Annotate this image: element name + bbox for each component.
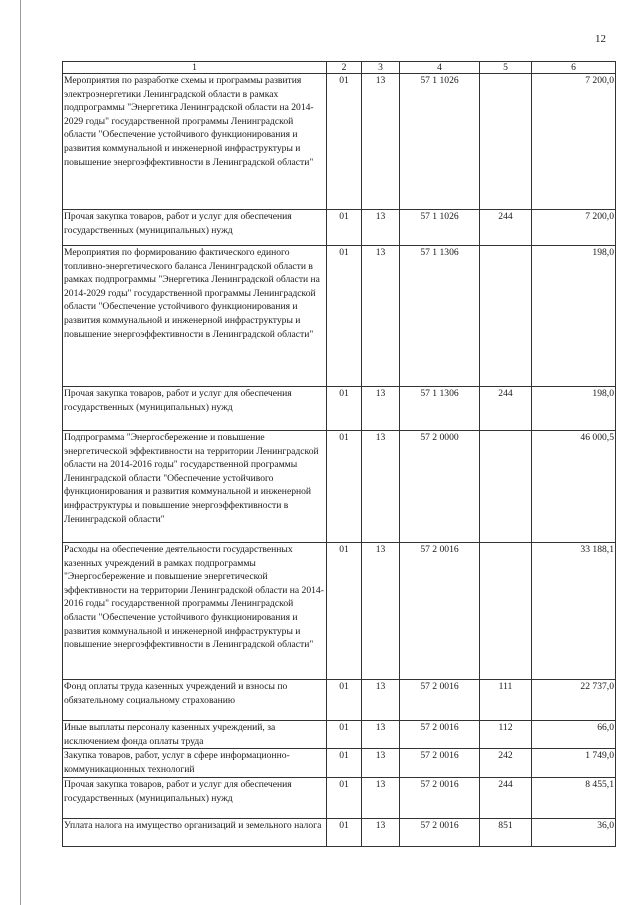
table-row (63, 246, 616, 387)
row-subsection: 13 (362, 387, 400, 431)
row-target-code: 57 1 1306 (400, 387, 480, 431)
row-section: 01 (327, 543, 362, 680)
row-section: 01 (327, 721, 362, 749)
page-number: 12 (595, 33, 606, 45)
row-name: Фонд оплаты труда казенных учреждений и взносы по обязательному социальному страхованию (63, 680, 327, 721)
table-row (63, 680, 616, 721)
table-row (63, 819, 616, 847)
row-target-code: 57 1 1026 (400, 210, 480, 246)
row-name: Прочая закупка товаров, работ и услуг для обеспечения государственных (муниципальных) нужд (63, 210, 327, 246)
column-header: 2 (327, 62, 362, 74)
row-target-code: 57 1 1026 (400, 74, 480, 210)
column-header: 3 (362, 62, 400, 74)
row-target-code: 57 2 0016 (400, 749, 480, 778)
row-expense-type (480, 246, 532, 387)
row-expense-type: 111 (480, 680, 532, 721)
row-subsection: 13 (362, 431, 400, 543)
row-section: 01 (327, 210, 362, 246)
row-subsection: 13 (362, 680, 400, 721)
row-subsection: 13 (362, 819, 400, 847)
row-amount: 66,0 (532, 721, 616, 749)
row-expense-type: 244 (480, 210, 532, 246)
row-amount: 36,0 (532, 819, 616, 847)
row-expense-type (480, 543, 532, 680)
row-amount: 46 000,5 (532, 431, 616, 543)
row-name: Мероприятия по формированию фактического единого топливно-энергетического баланса Ленинградской области в рамках подпрограммы "Энергетика Ленинградской области на 2014-2029 годы" государственной программы Ленинградской области "Обеспечение устойчивого функционирования и развития коммунальной и инженерной инфраструктуры и повышение энергоэффективности в Ленинградской области" (63, 246, 327, 387)
row-target-code: 57 2 0016 (400, 721, 480, 749)
column-header: 5 (480, 62, 532, 74)
row-section: 01 (327, 749, 362, 778)
scan-edge-line (20, 0, 21, 905)
row-section: 01 (327, 680, 362, 721)
column-header: 1 (63, 62, 327, 74)
row-subsection: 13 (362, 246, 400, 387)
row-section: 01 (327, 246, 362, 387)
row-name: Мероприятия по разработке схемы и программы развития электроэнергетики Ленинградской области в рамках подпрограммы "Энергетика Ленинградской области на 2014-2029 годы" государственной программы Ленинградской области "Обеспечение устойчивого функционирования и развития коммунальной и инженерной инфраструктуры и повышение энергоэффективности в Ленинградской области" (63, 74, 327, 210)
column-number-row (63, 62, 616, 74)
row-expense-type (480, 431, 532, 543)
row-target-code: 57 2 0016 (400, 680, 480, 721)
row-section: 01 (327, 819, 362, 847)
table-row (63, 431, 616, 543)
row-subsection: 13 (362, 721, 400, 749)
row-amount: 198,0 (532, 246, 616, 387)
row-target-code: 57 2 0016 (400, 819, 480, 847)
row-expense-type: 244 (480, 778, 532, 819)
row-section: 01 (327, 74, 362, 210)
row-name: Иные выплаты персоналу казенных учреждений, за исключением фонда оплаты труда (63, 721, 327, 749)
budget-table (62, 61, 616, 847)
row-name: Прочая закупка товаров, работ и услуг для обеспечения государственных (муниципальных) нужд (63, 778, 327, 819)
table-row (63, 778, 616, 819)
row-name: Прочая закупка товаров, работ и услуг для обеспечения государственных (муниципальных) нужд (63, 387, 327, 431)
row-section: 01 (327, 431, 362, 543)
row-expense-type: 112 (480, 721, 532, 749)
row-expense-type: 242 (480, 749, 532, 778)
row-target-code: 57 2 0000 (400, 431, 480, 543)
table-row (63, 543, 616, 680)
table-row (63, 721, 616, 749)
column-header: 6 (532, 62, 616, 74)
row-subsection: 13 (362, 543, 400, 680)
row-amount: 22 737,0 (532, 680, 616, 721)
row-amount: 198,0 (532, 387, 616, 431)
row-amount: 1 749,0 (532, 749, 616, 778)
row-amount: 7 200,0 (532, 74, 616, 210)
row-section: 01 (327, 778, 362, 819)
row-target-code: 57 2 0016 (400, 543, 480, 680)
table-row (63, 210, 616, 246)
row-amount: 33 188,1 (532, 543, 616, 680)
row-subsection: 13 (362, 210, 400, 246)
row-section: 01 (327, 387, 362, 431)
table-row (63, 74, 616, 210)
row-name: Расходы на обеспечение деятельности государственных казенных учреждений в рамках подпрограммы "Энергосбережение и повышение энергетической эффективности на территории Ленинградской области на 2014-2016 годы" государственной программы Ленинградской области "Обеспечение устойчивого функционирования и развития коммунальной и инженерной инфраструктуры и повышение энергоэффективности в Ленинградской области" (63, 543, 327, 680)
row-subsection: 13 (362, 74, 400, 210)
table-row (63, 387, 616, 431)
row-subsection: 13 (362, 778, 400, 819)
column-header: 4 (400, 62, 480, 74)
row-target-code: 57 1 1306 (400, 246, 480, 387)
table-row (63, 749, 616, 778)
row-amount: 7 200,0 (532, 210, 616, 246)
row-subsection: 13 (362, 749, 400, 778)
row-target-code: 57 2 0016 (400, 778, 480, 819)
row-expense-type: 851 (480, 819, 532, 847)
row-name: Подпрограмма "Энергосбережение и повышение энергетической эффективности на территории Ленинградской области на 2014-2016 годы" государственной программы Ленинградской области "Обеспечение устойчивого функционирования и развития коммунальной и инженерной инфраструктуры и повышение энергоэффективности в Ленинградской области" (63, 431, 327, 543)
row-name: Закупка товаров, работ, услуг в сфере информационно-коммуникационных технологий (63, 749, 327, 778)
row-expense-type (480, 74, 532, 210)
row-expense-type: 244 (480, 387, 532, 431)
row-amount: 8 455,1 (532, 778, 616, 819)
row-name: Уплата налога на имущество организаций и земельного налога (63, 819, 327, 847)
